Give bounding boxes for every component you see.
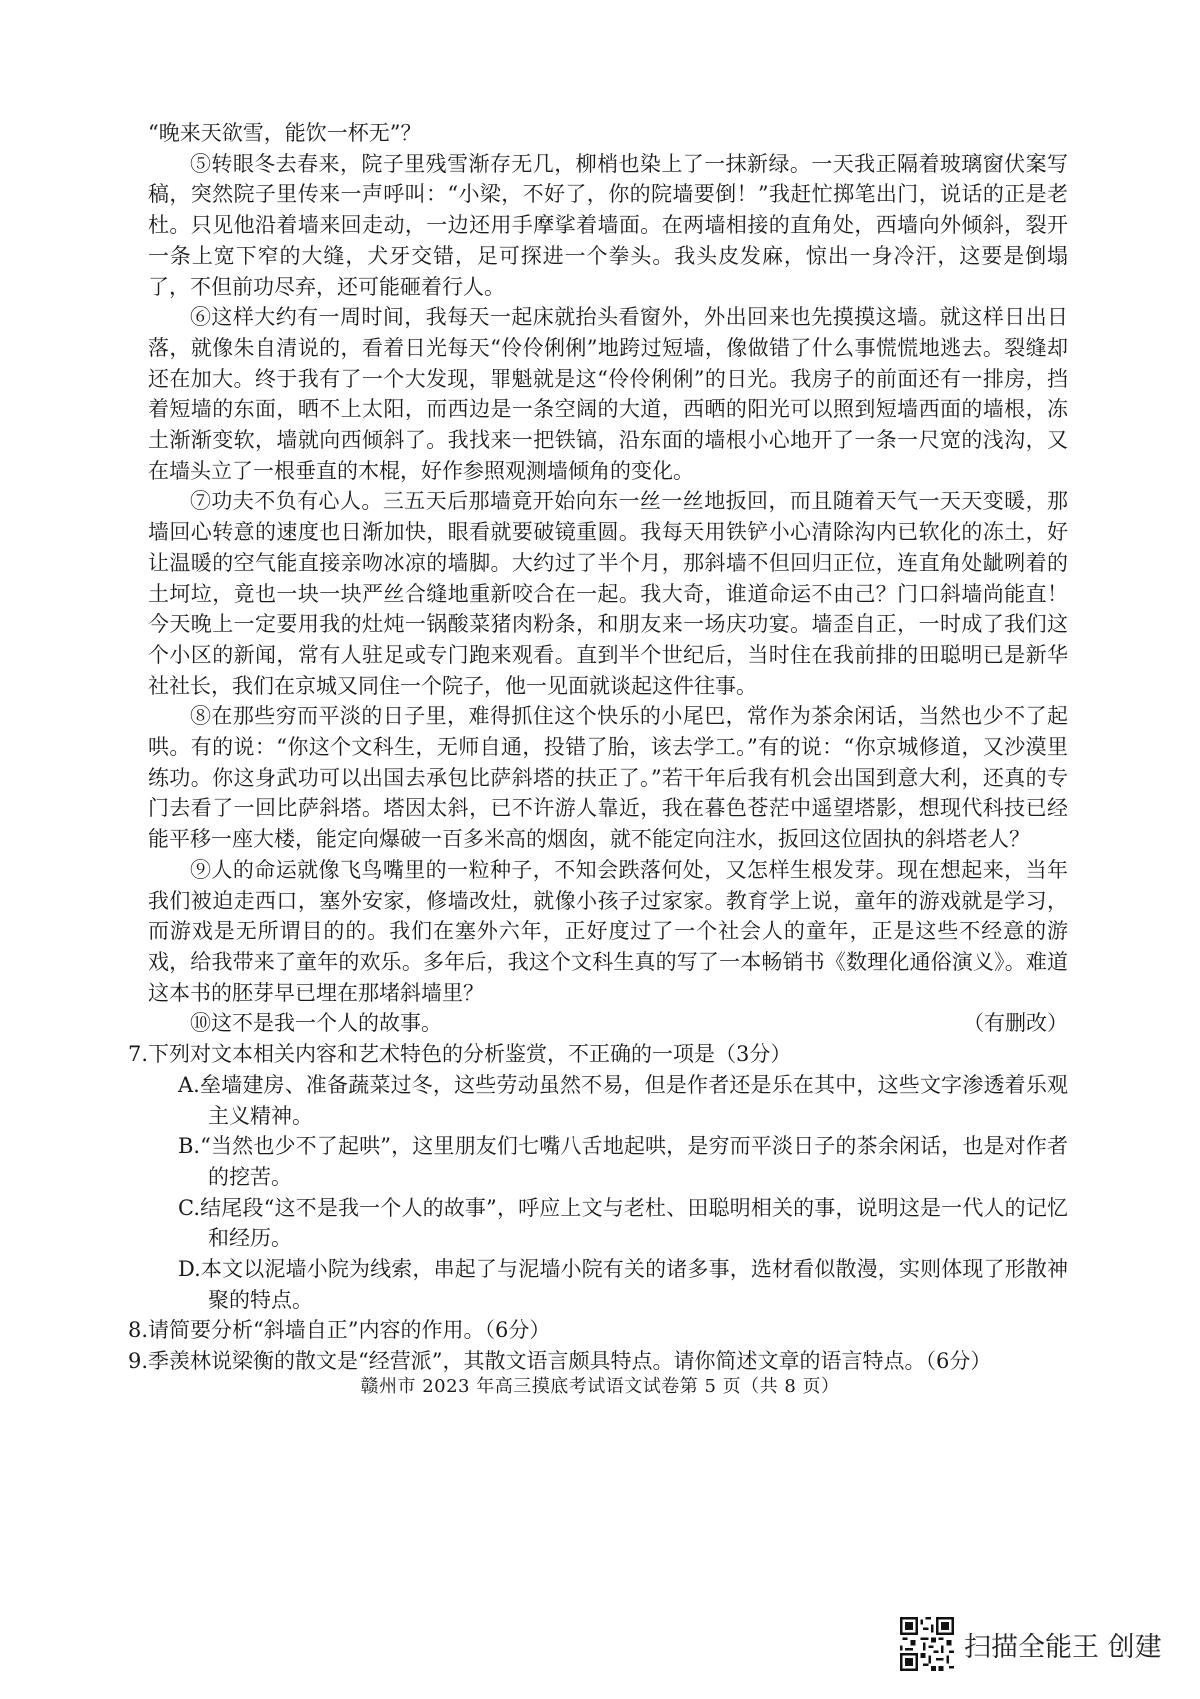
questions-section [128,1039,1068,1377]
question-7-option-b: B.“当然也少不了起哄”，这里朋友们七嘴八舌地起哄，是穷而平淡日子的茶余闲话，也是对作者的挖苦。 [178,1134,1068,1189]
qr-code-icon [900,1617,954,1671]
scan-watermark-text: 扫描全能王 创建 [964,1631,1162,1663]
page-footer: 赣州市 2023 年高三摸底考试语文试卷第 5 页（共 8 页） [360,1376,840,1397]
paragraph-9: ⑨人的命运就像飞鸟嘴里的一粒种子，不知会跌落何处，又怎样生根发芽。现在想起来，当年我们被迫走西口，塞外安家，修墙改灶，就像小孩子过家家。教育学上说，童年的游戏就是学习，而游戏是无所谓目的的。我们在塞外六年，正好度过了一个社会人的童年，正是这些不经意的游戏，给我带来了童年的欢乐。多年后，我这个文科生真的写了一本畅销书《数理化通俗演义》。难道这本书的胚芽早已埋在那堵斜墙里？ [148,857,1068,1005]
question-9: 9.季羡林说梁衡的散文是“经营派”，其散文语言颇具特点。请你简述文章的语言特点。（6分） [128,1349,992,1374]
scan-watermark [900,1616,1162,1672]
question-7-option-a: A.垒墙建房、准备蔬菜过冬，这些劳动虽然不易，但是作者还是乐在其中，这些文字渗透着乐观主义精神。 [178,1072,1068,1128]
question-8: 8.请简要分析“斜墙自正”内容的作用。（6分） [128,1318,551,1343]
source-note: （有删改） [963,1011,1068,1036]
question-7-option-d: D.本文以泥墙小院为线索，串起了与泥墙小院有关的诸多事，选材看似散漫，实则体现了形散神聚的特点。 [178,1257,1068,1312]
paragraph-10 [148,1008,1068,1039]
article-body [128,118,1068,1377]
paragraph-7: ⑦功夫不负有心人。三五天后那墙竟开始向东一丝一丝地扳回，而且随着天气一天天变暖，那墙回心转意的速度也日渐加快，眼看就要破镜重圆。我每天用铁铲小心清除沟内已软化的冻土，好让温暖的空气能直接亲吻冰凉的墙脚。大约过了半个月，那斜墙不但回归正位，连直角处龇咧着的土坷垃，竟也一块一块严丝合缝地重新咬合在一起。我大奇，谁道命运不由己？门口斜墙尚能直！今天晚上一定要用我的灶炖一锅酸菜猪肉粉条，和朋友来一场庆功宴。墙歪自正，一时成了我们这个小区的新闻，常有人驻足或专门跑来观看。直到半个世纪后，当时住在我前排的田聪明已是新华社社长，我们在京城又同住一个院子，他一见面就谈起这件往事。 [148,489,1068,698]
closing-line: ⑩这不是我一个人的故事。 [190,1011,442,1036]
paragraph-5: ⑤转眼冬去春来，院子里残雪渐存无几，柳梢也染上了一抹新绿。一天我正隔着玻璃窗伏案写稿，突然院子里传来一声呼叫：“小梁，不好了，你的院墙要倒！”我赶忙掷笔出门，说话的正是老杜。只见他沿着墙来回走动，一边还用手摩挲着墙面。在两墙相接的直角处，西墙向外倾斜，裂开一条上宽下窄的大缝，犬牙交错，足可探进一个拳头。我头皮发麻，惊出一身冷汗，这要是倒塌了，不但前功尽弃，还可能砸着行人。 [148,151,1068,299]
question-7-stem: 7.下列对文本相关内容和艺术特色的分析鉴赏，不正确的一项是（3分） [128,1042,792,1067]
paragraph-4-end: “晚来天欲雪，能饮一杯无”？ [148,121,422,145]
question-7-option-c: C.结尾段“这不是我一个人的故事”，呼应上文与老杜、田聪明相关的事，说明这是一代人的记忆和经历。 [178,1195,1068,1251]
paragraph-6: ⑥这样大约有一周时间，我每天一起床就抬头看窗外，外出回来也先摸摸这墙。就这样日出日落，就像朱自清说的，看着日光每天“伶伶俐俐”地跨过短墙，像做错了什么事慌慌地逃去。裂缝却还在加大。终于我有了一个大发现，罪魁就是这“伶伶俐俐”的日光。我房子的前面还有一排房，挡着短墙的东面，晒不上太阳，而西边是一条空阔的大道，西晒的阳光可以照到短墙西面的墙根，冻土渐渐变软，墙就向西倾斜了。我找来一把铁镐，沿东面的墙根小心地开了一条一尺宽的浅沟，又在墙头立了一根垂直的木棍，好作参照观测墙倾角的变化。 [148,305,1068,483]
paragraph-8: ⑧在那些穷而平淡的日子里，难得抓住这个快乐的小尾巴，常作为茶余闲话，当然也少不了起哄。有的说：“你这个文科生，无师自通，投错了胎，该去学工。”有的说：“你京城修道，又沙漠里练功。你这身武功可以出国去承包比萨斜塔的扶正了。”若干年后我有机会出国到意大利，还真的专门去看了一回比萨斜塔。塔因太斜，已不许游人靠近，我在暮色苍茫中遥望塔影，想现代科技已经能平移一座大楼，能定向爆破一百多米高的烟囱，就不能定向注水，扳回这位固执的斜塔老人？ [148,704,1068,852]
